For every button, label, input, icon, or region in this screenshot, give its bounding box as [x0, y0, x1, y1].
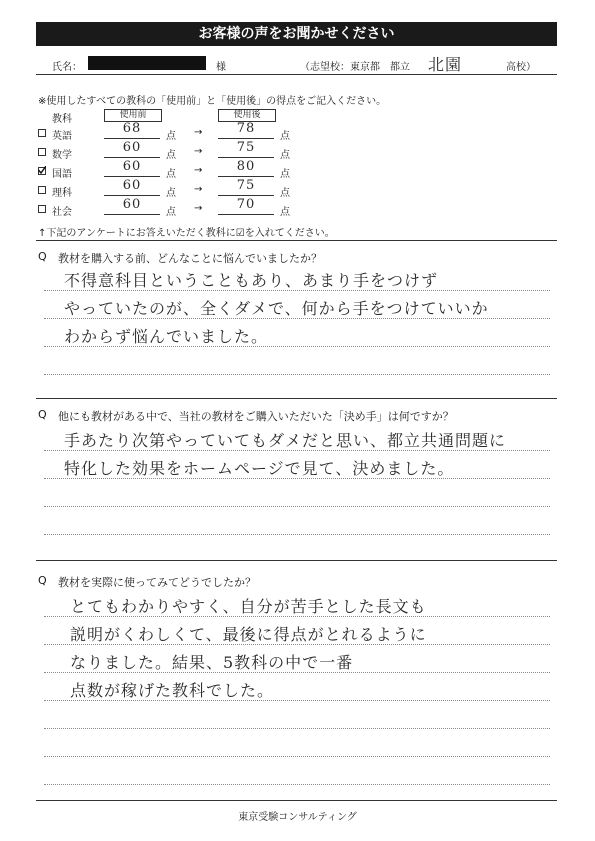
question-3-text: 教材を実際に使ってみてどうでしたか？ — [58, 576, 256, 589]
question-2-prefix: Q — [38, 408, 47, 421]
after-underline — [218, 214, 274, 215]
writing-line — [44, 318, 550, 319]
before-underline — [104, 138, 160, 139]
checkbox-science[interactable] — [38, 186, 46, 194]
after-underline — [218, 176, 274, 177]
writing-line — [44, 700, 550, 701]
before-score-math: 60 — [122, 140, 142, 155]
unit-label: 点 — [166, 207, 176, 218]
writing-line — [44, 290, 550, 291]
before-score-science: 60 — [122, 178, 142, 193]
writing-line — [44, 346, 550, 347]
unit-label: 点 — [280, 207, 290, 218]
after-score-english: 78 — [236, 121, 256, 136]
unit-label: 点 — [280, 131, 290, 142]
writing-line — [44, 374, 550, 375]
unit-label: 点 — [166, 169, 176, 180]
answer-2-line-2: 特化した効果をホームページで見て、決めました。 — [64, 459, 455, 478]
writing-line — [44, 756, 550, 757]
col-after-header: 使用後 — [218, 109, 276, 122]
answer-3-line-3: なりました。結果、5教科の中で一番 — [70, 653, 354, 672]
checkbox-math[interactable] — [38, 148, 46, 156]
before-underline — [104, 195, 160, 196]
section-divider — [36, 398, 557, 399]
answer-3-line-2: 説明がくわしくて、最後に得点がとれるように — [70, 625, 427, 644]
subject-science: 理科 — [52, 188, 72, 199]
before-underline — [104, 214, 160, 215]
school-name: 北園 — [428, 55, 463, 74]
name-row-divider — [36, 74, 557, 75]
after-score-japanese: 80 — [236, 159, 256, 174]
writing-line — [44, 784, 550, 785]
unit-label: 点 — [280, 150, 290, 161]
after-underline — [218, 157, 274, 158]
arrow-icon: → — [194, 127, 203, 138]
after-underline — [218, 195, 274, 196]
unit-label: 点 — [166, 131, 176, 142]
section-divider — [36, 240, 557, 241]
arrow-icon: → — [194, 203, 203, 214]
writing-line — [44, 506, 550, 507]
school-prefix-label: （志望校：東京都 都立 — [300, 62, 410, 73]
name-label: 氏名： — [52, 62, 82, 73]
unit-label: 点 — [166, 150, 176, 161]
checkbox-social[interactable] — [38, 205, 46, 213]
subject-english: 英語 — [52, 131, 72, 142]
arrow-icon: → — [194, 184, 203, 195]
question-1-prefix: Q — [38, 250, 47, 263]
after-score-science: 75 — [236, 178, 256, 193]
answer-1-line-2: やっていたのが、全くダメで、何から手をつけていいか — [64, 299, 489, 318]
checkbox-english[interactable] — [38, 129, 46, 137]
checkbox-japanese[interactable] — [38, 167, 46, 175]
answer-2-line-1: 手あたり次第やっていてもダメだと思い、都立共通問題に — [64, 431, 507, 450]
before-score-social: 60 — [122, 197, 142, 212]
writing-line — [44, 534, 550, 535]
writing-line — [44, 450, 550, 451]
unit-label: 点 — [166, 188, 176, 199]
footer-divider — [36, 800, 557, 801]
after-score-math: 75 — [236, 140, 256, 155]
before-underline — [104, 157, 160, 158]
after-underline — [218, 138, 274, 139]
question-3-prefix: Q — [38, 574, 47, 587]
writing-line — [44, 728, 550, 729]
footer-company: 東京受験コンサルティング — [238, 812, 357, 823]
section-divider — [36, 560, 557, 561]
col-subject-header: 教科 — [52, 114, 72, 125]
question-1-text: 教材を購入する前、どんなことに悩んでいましたか？ — [58, 252, 322, 265]
writing-line — [44, 478, 550, 479]
question-2-text: 他にも教材がある中で、当社の教材をご購入いただいた「決め手」は何ですか？ — [58, 410, 454, 423]
unit-label: 点 — [280, 169, 290, 180]
answer-3-line-4: 点数が稼げた教科でした。 — [70, 681, 275, 700]
before-score-english: 68 — [122, 121, 142, 136]
writing-line — [44, 672, 550, 673]
check-icon — [38, 166, 46, 174]
answer-1-line-3: わからず悩んでいました。 — [64, 327, 269, 346]
col-before-header: 使用前 — [104, 109, 162, 122]
arrow-icon: → — [194, 146, 203, 157]
arrow-icon: → — [194, 165, 203, 176]
answer-1-line-1: 不得意科目ということもあり、あまり手をつけず — [64, 271, 439, 290]
instructions-text: ※使用したすべての教科の「使用前」と「使用後」の得点をご記入ください。 — [38, 96, 387, 107]
writing-line — [44, 644, 550, 645]
subject-social: 社会 — [52, 207, 72, 218]
answer-3-line-1: とてもわかりやすく、自分が苦手とした長文も — [70, 597, 427, 616]
school-suffix-label: 高校） — [506, 62, 536, 73]
before-score-japanese: 60 — [122, 159, 142, 174]
honorific-label: 様 — [216, 62, 226, 73]
writing-line — [44, 616, 550, 617]
form-title: お客様の声をお聞かせください — [36, 22, 557, 46]
survey-note: ↑下記のアンケートにお答えいただく教科に☑を入れてください。 — [38, 228, 335, 239]
after-score-social: 70 — [236, 197, 256, 212]
subject-japanese: 国語 — [52, 169, 72, 180]
redacted-name — [88, 56, 206, 70]
unit-label: 点 — [280, 188, 290, 199]
subject-math: 数学 — [52, 150, 72, 161]
before-underline — [104, 176, 160, 177]
